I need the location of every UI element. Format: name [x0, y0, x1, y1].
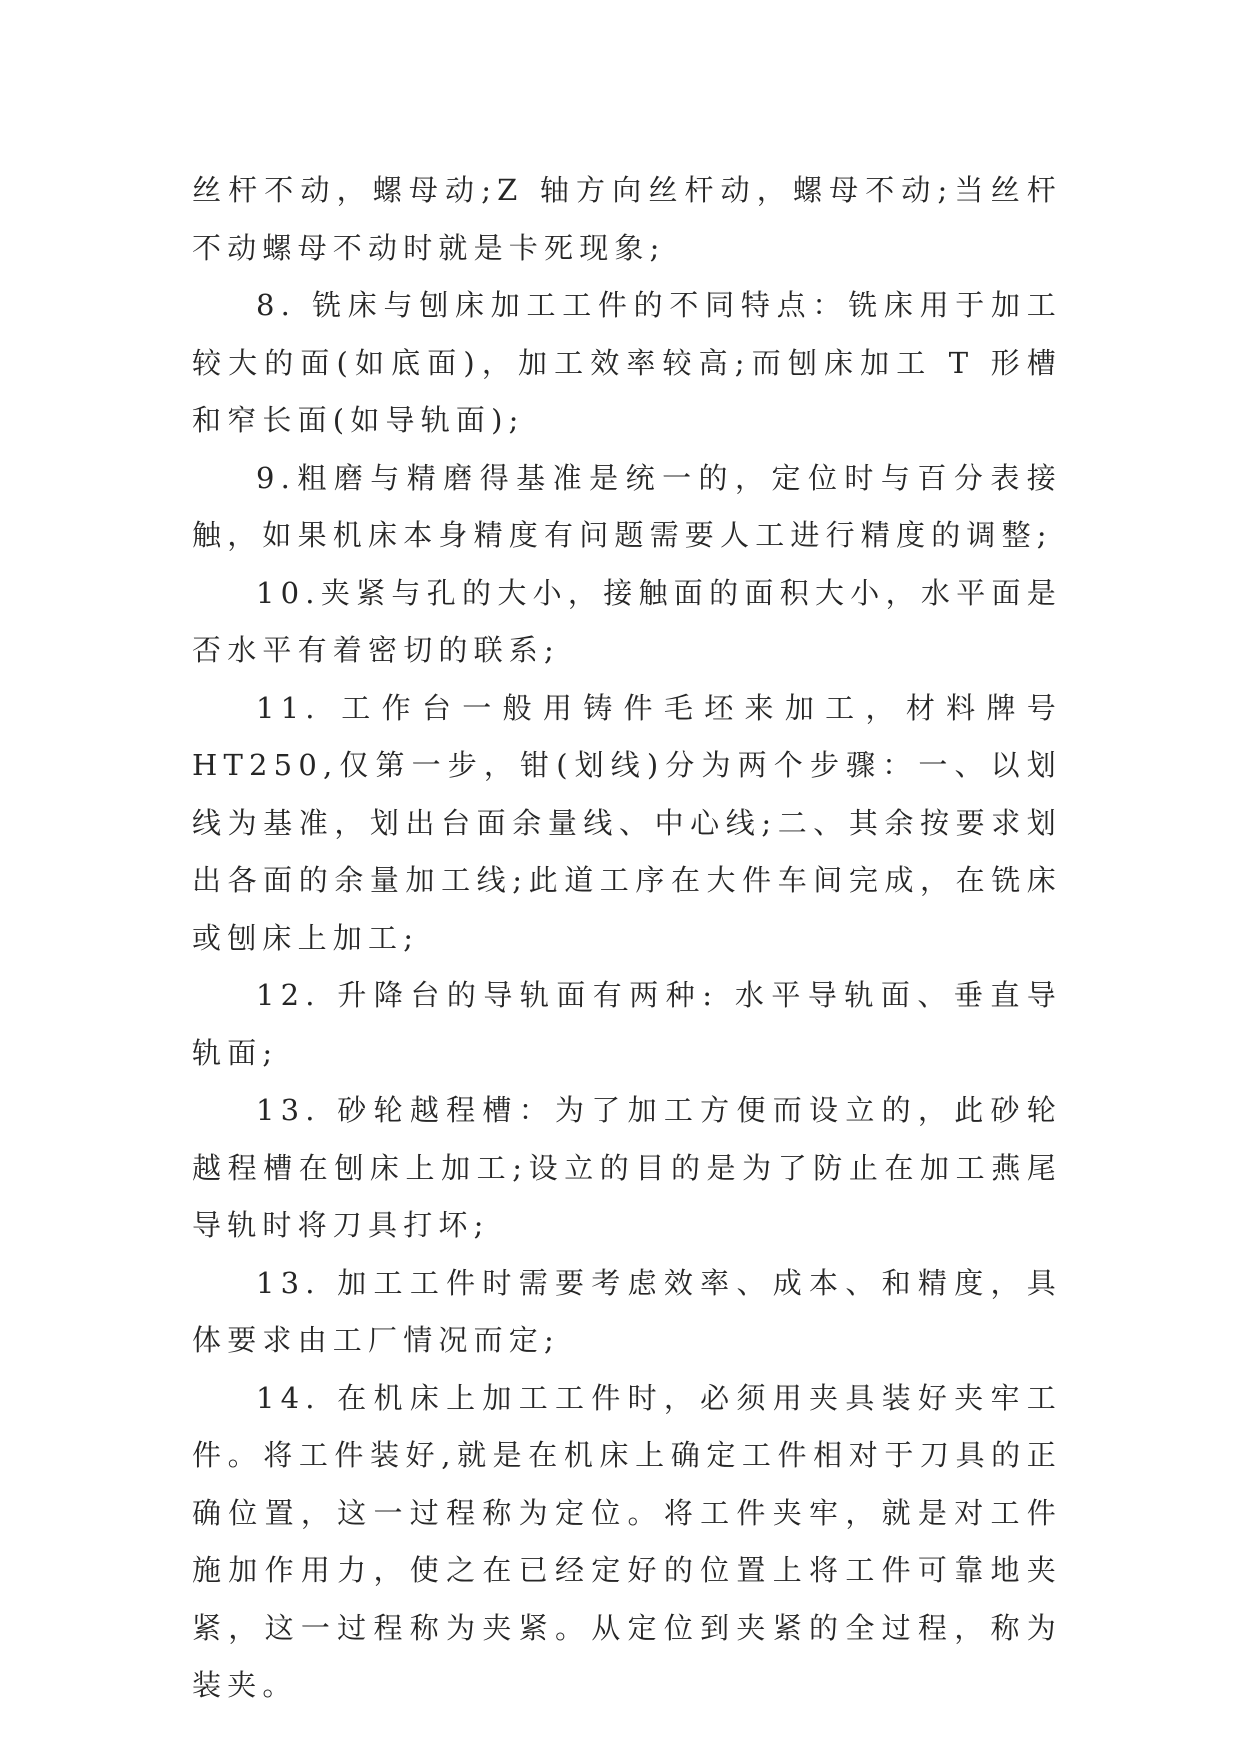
- paragraph-item-10: 10.夹紧与孔的大小，接触面的面积大小，水平面是否水平有着密切的联系;: [192, 575, 1062, 667]
- paragraph-item-11: 11. 工作台一般用铸件毛坯来加工，材料牌号 HT250,仅第一步，钳(划线)分为两个步骤：一、以划线为基准，划出台面余量线、中心线;二、其余按要求划出各面的余量加工线;此道工序在大件车间完成，在铣床或刨床上加工;: [192, 690, 1062, 955]
- paragraph-item-12: 12. 升降台的导轨面有两种: 水平导轨面、垂直导轨面;: [192, 978, 1062, 1070]
- paragraph-item-9: 9.粗磨与精磨得基准是统一的，定位时与百分表接触，如果机床本身精度有问题需要人工进行精度的调整;: [192, 460, 1062, 552]
- paragraph-item-13-machining: 13. 加工工件时需要考虑效率、成本、和精度，具体要求由工厂情况而定;: [192, 1265, 1062, 1357]
- paragraph-item-13-grinding-groove: 13. 砂轮越程槽：为了加工方便而设立的，此砂轮越程槽在刨床上加工;设立的目的是为了防止在加工燕尾导轨时将刀具打坏;: [192, 1093, 1062, 1242]
- paragraph-item-14: 14. 在机床上加工工件时，必须用夹具装好夹牢工件。将工件装好,就是在机床上确定工件相对于刀具的正确位置，这一过程称为定位。将工件夹牢，就是对工件施加作用力，使之在已经定好的位置上将工件可靠地夹紧，这一过程称为夹紧。从定位到夹紧的全过程，称为装夹。: [192, 1380, 1062, 1702]
- body-text: [192, 162, 1062, 1715]
- paragraph-item-8: 8. 铣床与刨床加工工件的不同特点：铣床用于加工较大的面(如底面)，加工效率较高;而刨床加工 T 形槽和窄长面(如导轨面);: [192, 288, 1062, 437]
- paragraph-continuation: 丝杆不动，螺母动;Z 轴方向丝杆动，螺母不动;当丝杆不动螺母不动时就是卡死现象;: [192, 173, 1062, 265]
